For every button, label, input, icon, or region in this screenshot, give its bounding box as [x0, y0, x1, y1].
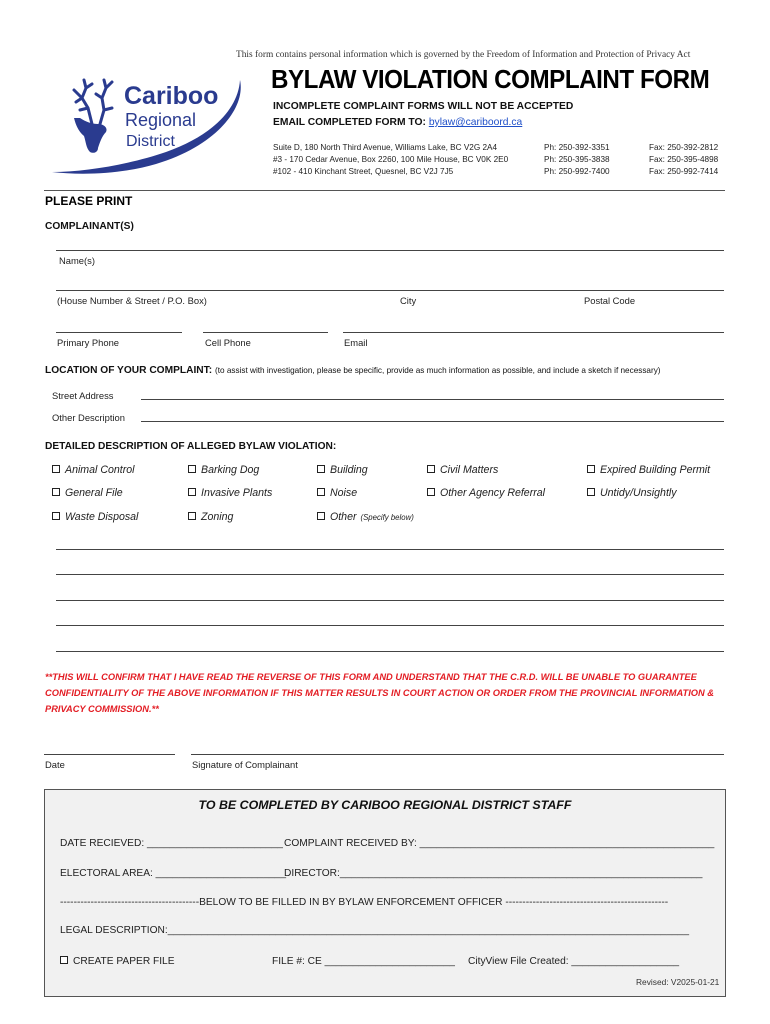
- form-title: BYLAW VIOLATION COMPLAINT FORM: [271, 64, 710, 94]
- email-label: Email: [344, 337, 368, 348]
- legal-description-field[interactable]: LEGAL DESCRIPTION:____________________________________________________________________________________________: [60, 925, 690, 936]
- electoral-area-field[interactable]: ELECTORAL AREA: _______________________: [60, 868, 286, 879]
- cityview-file-field[interactable]: CityView File Created: ___________________: [468, 956, 680, 967]
- checkbox-box[interactable]: [317, 488, 325, 496]
- names-label: Name(s): [59, 255, 95, 266]
- office-fax-2: Fax: 250-395-4898: [649, 155, 719, 164]
- incomplete-notice: INCOMPLETE COMPLAINT FORMS WILL NOT BE ACCEPTED: [273, 101, 574, 112]
- logo-line-regional: Regional: [125, 110, 197, 130]
- office-address-2: #3 - 170 Cedar Avenue, Box 2260, 100 Mile House, BC V0K 2E0: [273, 155, 509, 164]
- email-instruction: [273, 117, 522, 128]
- signature-label: Signature of Complainant: [192, 759, 298, 770]
- cariboo-regional-district-logo: [46, 68, 251, 180]
- logo-line-cariboo: Cariboo: [124, 82, 219, 110]
- city-label: City: [400, 295, 417, 306]
- checkbox-general-file[interactable]: General File: [52, 487, 123, 499]
- email-link[interactable]: bylaw@cariboord.ca: [428, 117, 523, 128]
- office-address-3: #102 - 410 Kinchant Street, Quesnel, BC V2J 7J5: [273, 167, 454, 176]
- email-field[interactable]: [343, 332, 724, 333]
- checkbox-waste-disposal[interactable]: Waste Disposal: [52, 511, 138, 523]
- checkbox-box[interactable]: [188, 512, 196, 520]
- checkbox-box[interactable]: [587, 488, 595, 496]
- other-description-label: Other Description: [52, 412, 125, 423]
- other-specify-note: (Specify below): [360, 513, 414, 522]
- checkbox-box[interactable]: [317, 465, 325, 473]
- checkbox-box[interactable]: [52, 465, 60, 473]
- complaint-received-by-field[interactable]: COMPLAINT RECEIVED BY: ____________________________________________________: [284, 838, 715, 849]
- privacy-notice: This form contains personal information which is governed by the Freedom of Information and Protection of Privacy Act: [236, 50, 691, 60]
- caribou-head-icon: [74, 80, 112, 153]
- date-field[interactable]: [44, 754, 175, 755]
- checkbox-civil-matters[interactable]: Civil Matters: [427, 464, 498, 476]
- description-line-2[interactable]: [56, 574, 724, 575]
- primary-phone-field[interactable]: [56, 332, 182, 333]
- checkbox-untidy-unsightly[interactable]: Untidy/Unsightly: [587, 487, 677, 499]
- other-description-field[interactable]: [141, 421, 724, 422]
- office-fax-1: Fax: 250-392-2812: [649, 143, 719, 152]
- checkbox-invasive-plants[interactable]: Invasive Plants: [188, 487, 272, 499]
- checkbox-box[interactable]: [52, 512, 60, 520]
- location-heading: [45, 365, 661, 376]
- address-label: (House Number & Street / P.O. Box): [57, 295, 207, 306]
- create-paper-file-checkbox[interactable]: CREATE PAPER FILE: [60, 956, 175, 967]
- description-line-5[interactable]: [56, 651, 724, 652]
- street-address-field[interactable]: [141, 399, 724, 400]
- office-address-1: Suite D, 180 North Third Avenue, Williams Lake, BC V2G 2A4: [273, 143, 498, 152]
- cell-phone-label: Cell Phone: [205, 337, 251, 348]
- violation-heading: DETAILED DESCRIPTION OF ALLEGED BYLAW VIOLATION:: [45, 441, 337, 452]
- checkbox-barking-dog[interactable]: Barking Dog: [188, 464, 259, 476]
- office-phone-3: Ph: 250-992-7400: [544, 167, 610, 176]
- names-field[interactable]: [56, 250, 724, 251]
- primary-phone-label: Primary Phone: [57, 337, 120, 348]
- logo-line-district: District: [126, 133, 175, 150]
- revision-label: Revised: V2025-01-21: [636, 977, 720, 987]
- checkbox-box[interactable]: [427, 488, 435, 496]
- cell-phone-field[interactable]: [203, 332, 328, 333]
- checkbox-other[interactable]: Other (Specify below): [317, 511, 414, 523]
- date-received-field[interactable]: DATE RECIEVED: ________________________: [60, 838, 283, 849]
- description-line-4[interactable]: [56, 625, 724, 626]
- checkbox-box[interactable]: [188, 488, 196, 496]
- checkbox-animal-control[interactable]: Animal Control: [52, 464, 134, 476]
- checkbox-box[interactable]: [52, 488, 60, 496]
- checkbox-box[interactable]: [60, 956, 68, 964]
- section-divider: [44, 190, 725, 191]
- checkbox-expired-building-permit[interactable]: Expired Building Permit: [587, 464, 710, 476]
- office-fax-3: Fax: 250-992-7414: [649, 167, 719, 176]
- checkbox-box[interactable]: [188, 465, 196, 473]
- checkbox-box[interactable]: [317, 512, 325, 520]
- officer-divider: -----------------------------------------BELOW TO BE FILLED IN BY BYLAW ENFORCEMENT OFFICER ------------------------------------------------: [60, 897, 669, 908]
- signature-field[interactable]: [191, 754, 724, 755]
- please-print-heading: PLEASE PRINT: [45, 194, 133, 208]
- checkbox-box[interactable]: [427, 465, 435, 473]
- postal-code-label: Postal Code: [584, 295, 636, 306]
- complainant-heading: COMPLAINANT(S): [45, 221, 134, 232]
- checkbox-box[interactable]: [587, 465, 595, 473]
- email-prefix: EMAIL COMPLETED FORM TO:: [273, 117, 426, 128]
- director-field[interactable]: DIRECTOR:________________________________________________________________: [284, 868, 703, 879]
- checkbox-zoning[interactable]: Zoning: [188, 511, 233, 523]
- office-phone-2: Ph: 250-395-3838: [544, 155, 610, 164]
- location-heading-text: LOCATION OF YOUR COMPLAINT:: [45, 365, 213, 376]
- staff-section-title: TO BE COMPLETED BY CARIBOO REGIONAL DISTRICT STAFF: [198, 798, 572, 812]
- street-address-label: Street Address: [52, 390, 114, 401]
- date-label: Date: [45, 759, 65, 770]
- office-phone-1: Ph: 250-392-3351: [544, 143, 610, 152]
- confidentiality-warning: **THIS WILL CONFIRM THAT I HAVE READ THE REVERSE OF THIS FORM AND UNDERSTAND THAT THE C.R.D. WILL BE UNABLE TO GUARANTEE CONFIDENTIALITY OF THE ABOVE INFORMATION IF THIS MATTER RESULTS IN COURT ACTION OR ORDER FROM THE PROVINCIAL INFORMATION & PRIVACY COMMISSION.**: [45, 672, 715, 714]
- checkbox-building[interactable]: Building: [317, 464, 368, 476]
- checkbox-other-agency-referral[interactable]: Other Agency Referral: [427, 487, 545, 499]
- address-field[interactable]: [56, 290, 724, 291]
- description-line-1[interactable]: [56, 549, 724, 550]
- description-line-3[interactable]: [56, 600, 724, 601]
- checkbox-noise[interactable]: Noise: [317, 487, 357, 499]
- file-number-field[interactable]: FILE #: CE _______________________: [272, 956, 455, 967]
- location-note: (to assist with investigation, please be specific, provide as much information as possible, and include a sketch if necessary): [215, 366, 661, 375]
